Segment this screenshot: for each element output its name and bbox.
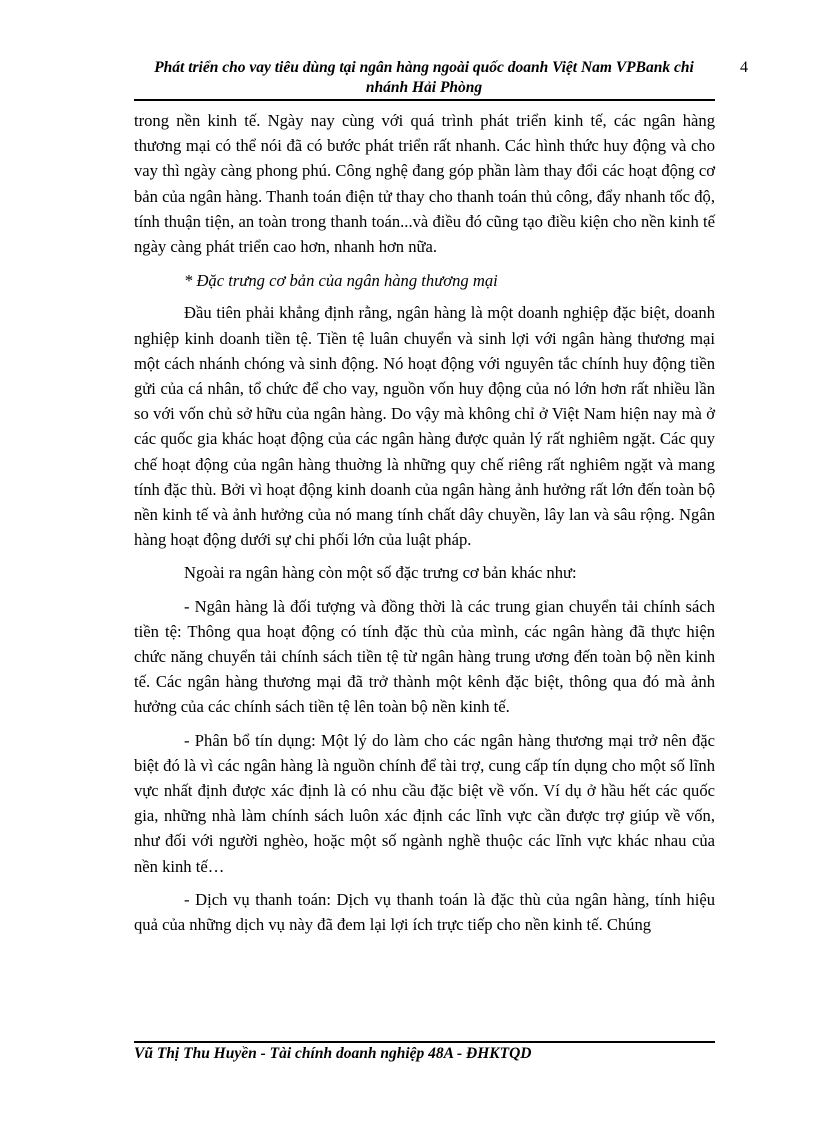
document-title: Phát triển cho vay tiêu dùng tại ngân hàng ngoài quốc doanh Việt Nam VPBank chi nhánh Hải Phòng (154, 59, 694, 96)
section-heading: * Đặc trưng cơ bản của ngân hàng thương mại (184, 271, 498, 291)
page-footer: Vũ Thị Thu Huyền - Tài chính doanh nghiệp 48A - ĐHKTQD (134, 1045, 532, 1062)
paragraph-characteristics: Đầu tiên phải khẳng định rằng, ngân hàng là một doanh nghiệp đặc biệt, doanh nghiệp kinh doanh tiền tệ. Tiền tệ luân chuyển và sinh lợi với ngân hàng thương mại một cách nhánh chóng và sinh động. Nó hoạt động với nguyên tắc chính huy động tiền gửi của cá nhân, tổ chức để cho vay, nguồn vốn huy động của nó lớn hơn rất nhiều lần so với vốn chủ sở hữu của ngân hàng. Do vậy mà không chỉ ở Việt Nam hiện nay mà ở các quốc gia khác hoạt động của các ngân hàng được quản lý rất nghiêm ngặt. Các quy chế hoạt động của ngân hàng thuờng là những quy chế riêng rất nghiêm ngặt và mang tính đặc thù. Bởi vì hoạt động kinh doanh của ngân hàng ảnh hưởng rất lớn đến toàn bộ nền kinh tế và ảnh hưởng của nó mang tính chất dây chuyền, lây lan và sâu rộng. Ngân hàng hoạt động dưới sự chi phối lớn của luật pháp. (134, 303, 715, 550)
paragraph-intro: trong nền kinh tế. Ngày nay cùng với quá trình phát triển kinh tế, các ngân hàng thương mại có thể nói đã có bước phát triển rất nhanh. Các hình thức huy động và cho vay thì ngày càng phong phú. Công nghệ đang góp phần làm thay đổi các hoạt động cơ bản của ngân hàng. Thanh toán điện tử thay cho thanh toán thủ công, đẩy nhanh tốc độ, tính thuận tiện, an toàn trong thanh toán...và điều đó cũng tạo điều kiện cho nền kinh tế ngày càng phát triển cao hơn, nhanh hơn nữa. (134, 111, 715, 257)
list-item-credit-allocation: - Phân bổ tín dụng: Một lý do làm cho các ngân hàng thương mại trở nên đặc biệt đó là vì các ngân hàng là nguồn chính để tài trợ, cung cấp tín dụng cho một số lĩnh vực nhất định được xác định là có nhu cầu đặc biệt về vốn. Ví dụ ở hầu hết các quốc gia, những nhà làm chính sách luôn xác định các lĩnh vực cần được trợ giúp về vốn, như đối với người nghèo, hoặc một số ngành nghề thuộc các lĩnh vực khác nhau của nền kinh tế… (134, 730, 715, 876)
page-body (134, 108, 715, 937)
page-header (134, 58, 714, 98)
header-divider (134, 99, 715, 101)
footer-divider (134, 1041, 715, 1043)
list-item-payment-services: - Dịch vụ thanh toán: Dịch vụ thanh toán là đặc thù của ngân hàng, tính hiệu quả của những dịch vụ này đã đem lại lợi ích trực tiếp cho nền kinh tế. Chúng (134, 889, 715, 935)
page-number: 4 (740, 59, 748, 76)
paragraph-other-features: Ngoài ra ngân hàng còn một số đặc trưng cơ bản khác như: (184, 563, 577, 583)
list-item-monetary-policy: - Ngân hàng là đối tượng và đồng thời là các trung gian chuyển tải chính sách tiền tệ: Thông qua hoạt động có tính đặc thù của mình, các ngân hàng đã thực hiện chức năng chuyển tải chính sách tiền tệ từ ngân hàng trung ương đến toàn bộ nền kinh tế. Các ngân hàng thương mại đã trở thành một kênh đặc biệt, thông qua đó mà ảnh hưởng của các chính sách tiền tệ lên toàn bộ nền kinh tế. (134, 596, 715, 717)
